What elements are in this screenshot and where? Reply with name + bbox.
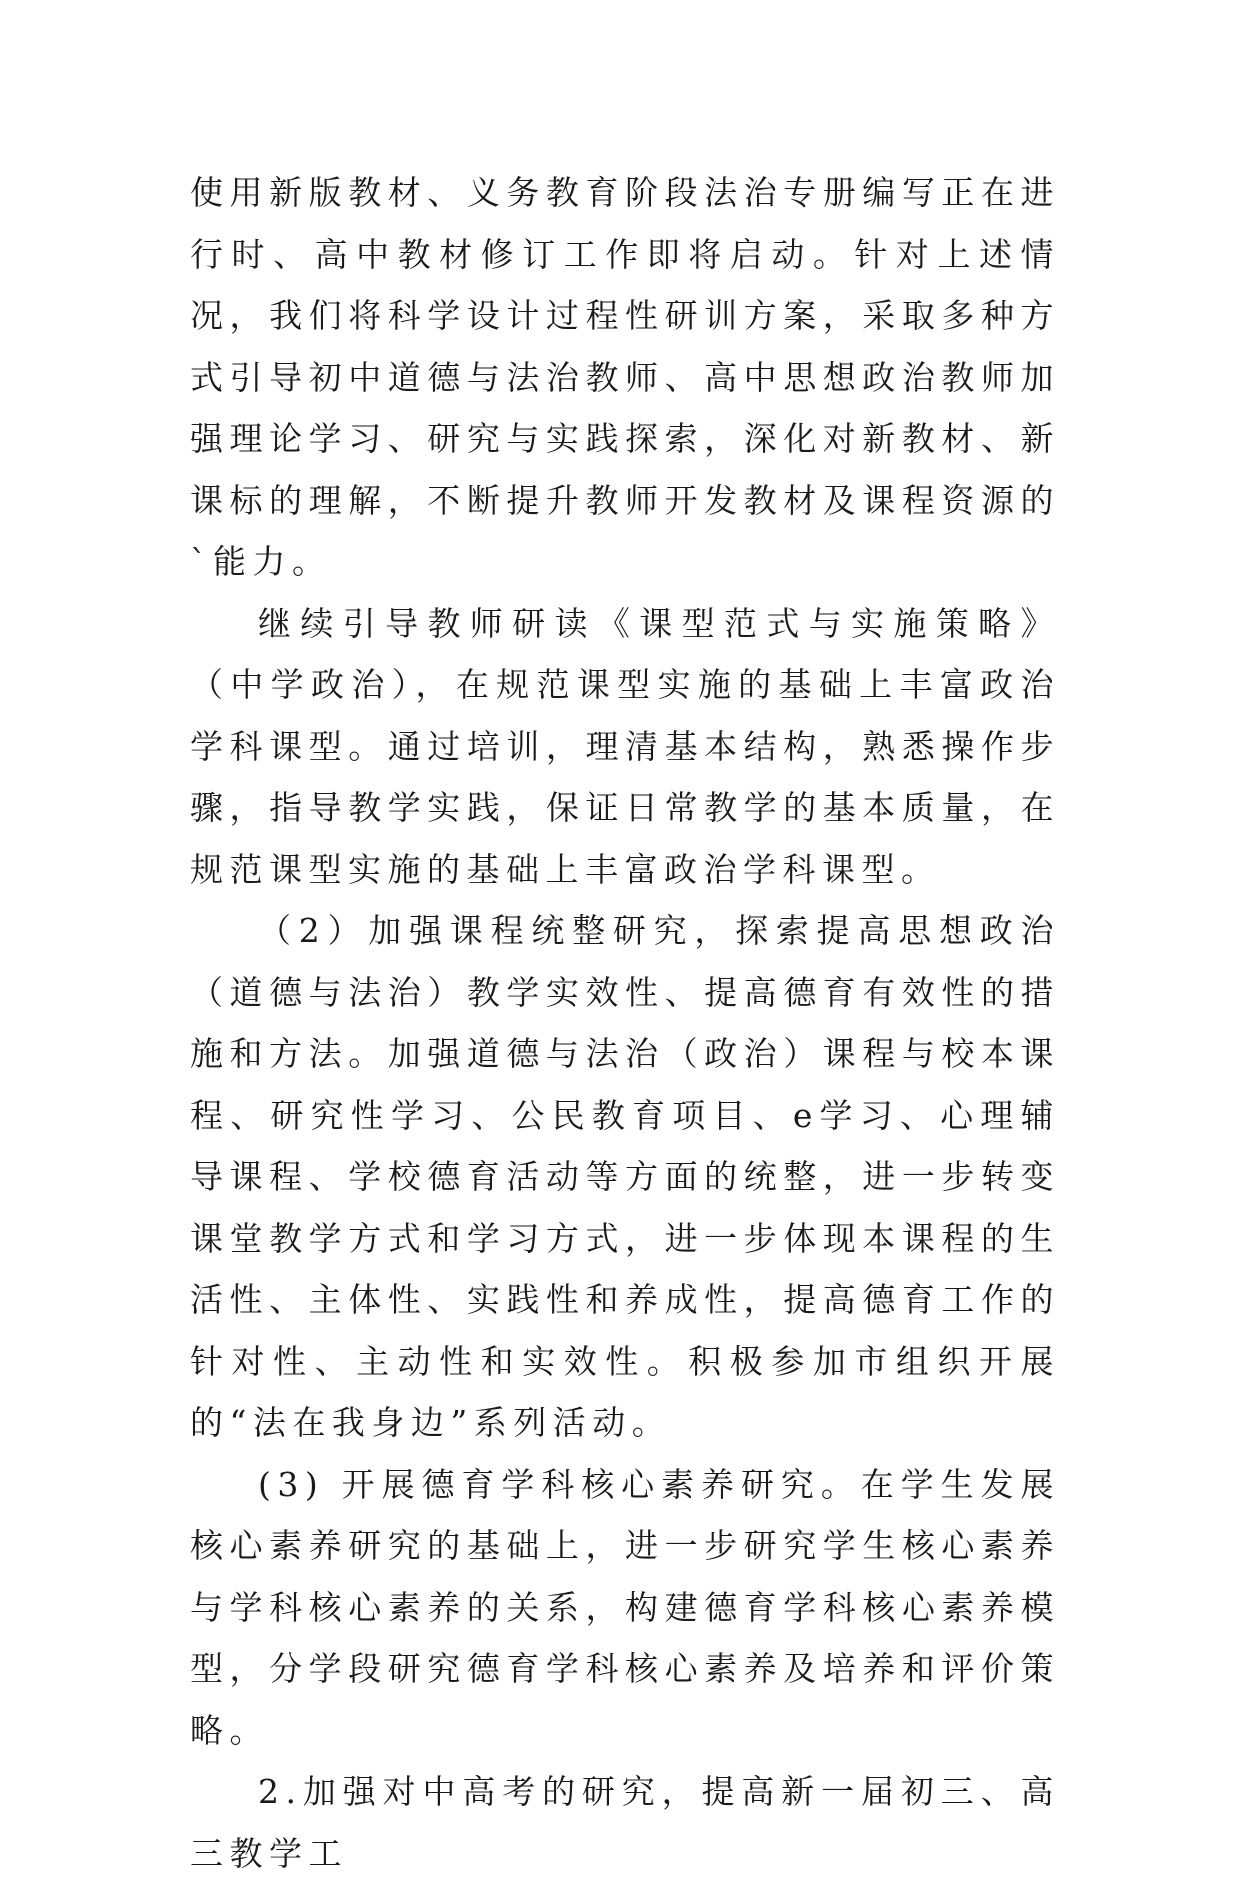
paragraph-curriculum-integration: （2）加强课程统整研究，探索提高思想政治（道德与法治）教学实效性、提高德育有效性的措施和方法。加强道德与法治（政治）课程与校本课程、研究性学习、公民教育项目、e学习、心理辅导课程、学校德育活动等方面的统整，进一步转变课堂教学方式和学习方式，进一步体现本课程的生活性、主体性、实践性和养成性，提高德育工作的针对性、主动性和实效性。积极参加市组织开展的“法在我身边”系列活动。 (190, 911, 1060, 1442)
document-body (190, 162, 1060, 1884)
paragraph-textbook-training: 使用新版教材、义务教育阶段法治专册编写正在进行时、高中教材修订工作即将启动。针对上述情况，我们将科学设计过程性研训方案，采取多种方式引导初中道德与法治教师、高中思想政治教师加强理论学习、研究与实践探索，深化对新教材、新课标的理解，不断提升教师开发教材及课程资源的`能力。 (190, 173, 1060, 581)
paragraph-core-literacy-research: (3) 开展德育学科核心素养研究。在学生发展核心素养研究的基础上，进一步研究学生核心素养与学科核心素养的关系，构建德育学科核心素养模型，分学段研究德育学科核心素养及培养和评价策略。 (190, 1464, 1060, 1750)
paragraph-lesson-type-study: 继续引导教师研读《课型范式与实施策略》（中学政治），在规范课型实施的基础上丰富政治学科课型。通过培训，理清基本结构，熟悉操作步骤，指导教学实践，保证日常教学的基本质量，在规范课型实施的基础上丰富政治学科课型。 (190, 603, 1060, 889)
paragraph-exam-research: 2.加强对中高考的研究，提高新一届初三、高三教学工 (190, 1772, 1060, 1873)
